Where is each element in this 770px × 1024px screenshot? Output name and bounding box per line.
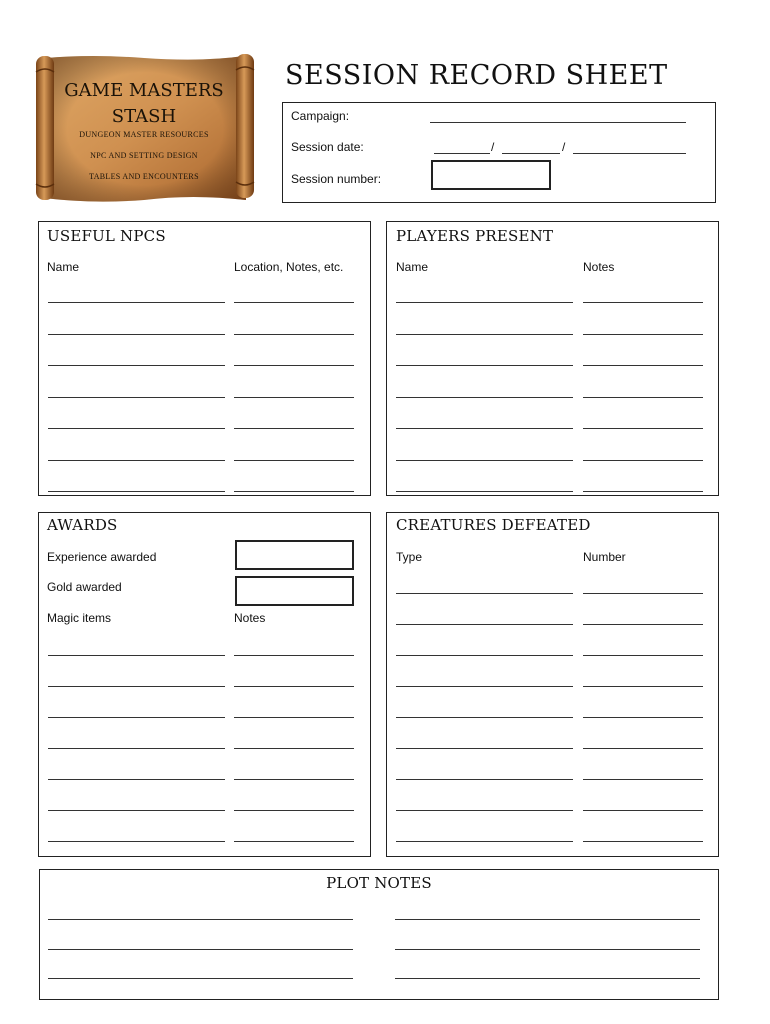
campaign-field[interactable]: [430, 122, 686, 123]
player-entry-line[interactable]: [583, 365, 703, 366]
creature-entry-line[interactable]: [396, 655, 573, 656]
npc-entry-line[interactable]: [234, 302, 354, 303]
magic-item-entry-line[interactable]: [48, 655, 225, 656]
creature-entry-line[interactable]: [583, 748, 703, 749]
npc-entry-line[interactable]: [234, 491, 354, 492]
creature-entry-line[interactable]: [583, 624, 703, 625]
session-number-label: Session number:: [291, 172, 382, 186]
magic-item-entry-line[interactable]: [234, 841, 354, 842]
creature-entry-line[interactable]: [396, 593, 573, 594]
plot-note-line[interactable]: [395, 978, 700, 979]
plot-note-line[interactable]: [395, 949, 700, 950]
creature-entry-line[interactable]: [583, 686, 703, 687]
magic-item-entry-line[interactable]: [48, 686, 225, 687]
session-date-day-field[interactable]: [434, 153, 490, 154]
experience-awarded-label: Experience awarded: [47, 550, 157, 564]
magic-item-entry-line[interactable]: [234, 717, 354, 718]
player-entry-line[interactable]: [396, 491, 573, 492]
players-notes-column-header: Notes: [583, 260, 615, 274]
player-entry-line[interactable]: [583, 491, 703, 492]
player-entry-line[interactable]: [396, 302, 573, 303]
npc-entry-line[interactable]: [48, 397, 225, 398]
logo-subtitle-2: NPC AND SETTING DESIGN: [90, 151, 198, 160]
creature-entry-line[interactable]: [396, 779, 573, 780]
creatures-type-column-header: Type: [396, 550, 423, 564]
npc-entry-line[interactable]: [48, 334, 225, 335]
plot-notes-heading: PLOT NOTES: [326, 874, 432, 892]
magic-item-entry-line[interactable]: [48, 779, 225, 780]
creatures-number-column-header: Number: [583, 550, 626, 564]
parchment-scroll-icon: [32, 52, 256, 204]
npcs-name-column-header: Name: [47, 260, 80, 274]
magic-item-entry-line[interactable]: [48, 717, 225, 718]
creature-entry-line[interactable]: [396, 748, 573, 749]
gold-awarded-label: Gold awarded: [47, 580, 122, 594]
plot-note-line[interactable]: [48, 949, 353, 950]
gold-awarded-field[interactable]: [235, 576, 354, 606]
creature-entry-line[interactable]: [583, 841, 703, 842]
creature-entry-line[interactable]: [396, 717, 573, 718]
player-entry-line[interactable]: [396, 428, 573, 429]
magic-item-entry-line[interactable]: [48, 748, 225, 749]
session-date-year-field[interactable]: [573, 153, 686, 154]
player-entry-line[interactable]: [583, 428, 703, 429]
npc-entry-line[interactable]: [234, 428, 354, 429]
creature-entry-line[interactable]: [583, 810, 703, 811]
page-title: SESSION RECORD SHEET: [285, 60, 668, 91]
session-number-field[interactable]: [431, 160, 551, 190]
creature-entry-line[interactable]: [583, 593, 703, 594]
npc-entry-line[interactable]: [48, 302, 225, 303]
player-entry-line[interactable]: [396, 365, 573, 366]
player-entry-line[interactable]: [396, 334, 573, 335]
creature-entry-line[interactable]: [583, 779, 703, 780]
player-entry-line[interactable]: [396, 397, 573, 398]
magic-items-label: Magic items: [47, 611, 112, 625]
magic-item-entry-line[interactable]: [234, 748, 354, 749]
npc-entry-line[interactable]: [234, 365, 354, 366]
magic-items-notes-label: Notes: [234, 611, 266, 625]
npc-entry-line[interactable]: [234, 460, 354, 461]
player-entry-line[interactable]: [583, 302, 703, 303]
game-masters-stash-logo: [32, 52, 256, 204]
player-entry-line[interactable]: [583, 460, 703, 461]
session-date-month-field[interactable]: [502, 153, 560, 154]
npcs-notes-column-header: Location, Notes, etc.: [234, 260, 344, 274]
magic-item-entry-line[interactable]: [234, 686, 354, 687]
logo-title-line2: STASH: [111, 106, 177, 127]
npc-entry-line[interactable]: [234, 397, 354, 398]
players-present-section: [386, 221, 719, 496]
players-present-heading: PLAYERS PRESENT: [396, 227, 554, 245]
npc-entry-line[interactable]: [48, 491, 225, 492]
npc-entry-line[interactable]: [234, 334, 354, 335]
creature-entry-line[interactable]: [583, 655, 703, 656]
magic-item-entry-line[interactable]: [234, 779, 354, 780]
magic-item-entry-line[interactable]: [234, 655, 354, 656]
useful-npcs-heading: USEFUL NPCS: [47, 227, 166, 245]
npc-entry-line[interactable]: [48, 460, 225, 461]
campaign-label: Campaign:: [291, 109, 350, 123]
player-entry-line[interactable]: [396, 460, 573, 461]
players-name-column-header: Name: [396, 260, 429, 274]
creature-entry-line[interactable]: [583, 717, 703, 718]
player-entry-line[interactable]: [583, 334, 703, 335]
date-separator: /: [491, 140, 495, 154]
magic-item-entry-line[interactable]: [48, 810, 225, 811]
creature-entry-line[interactable]: [396, 841, 573, 842]
creatures-defeated-heading: CREATURES DEFEATED: [396, 516, 591, 534]
plot-note-line[interactable]: [48, 978, 353, 979]
creature-entry-line[interactable]: [396, 810, 573, 811]
plot-note-line[interactable]: [395, 919, 700, 920]
magic-item-entry-line[interactable]: [48, 841, 225, 842]
session-date-label: Session date:: [291, 140, 364, 154]
logo-subtitle-1: DUNGEON MASTER RESOURCES: [79, 130, 209, 139]
logo-subtitle-3: TABLES AND ENCOUNTERS: [89, 172, 199, 181]
creatures-defeated-section: [386, 512, 719, 857]
awards-heading: AWARDS: [47, 516, 118, 534]
npc-entry-line[interactable]: [48, 365, 225, 366]
logo-title-line1: GAME MASTERS: [64, 80, 224, 101]
creature-entry-line[interactable]: [396, 624, 573, 625]
creature-entry-line[interactable]: [396, 686, 573, 687]
npc-entry-line[interactable]: [48, 428, 225, 429]
player-entry-line[interactable]: [583, 397, 703, 398]
magic-item-entry-line[interactable]: [234, 810, 354, 811]
experience-awarded-field[interactable]: [235, 540, 354, 570]
date-separator: /: [562, 140, 566, 154]
plot-note-line[interactable]: [48, 919, 353, 920]
